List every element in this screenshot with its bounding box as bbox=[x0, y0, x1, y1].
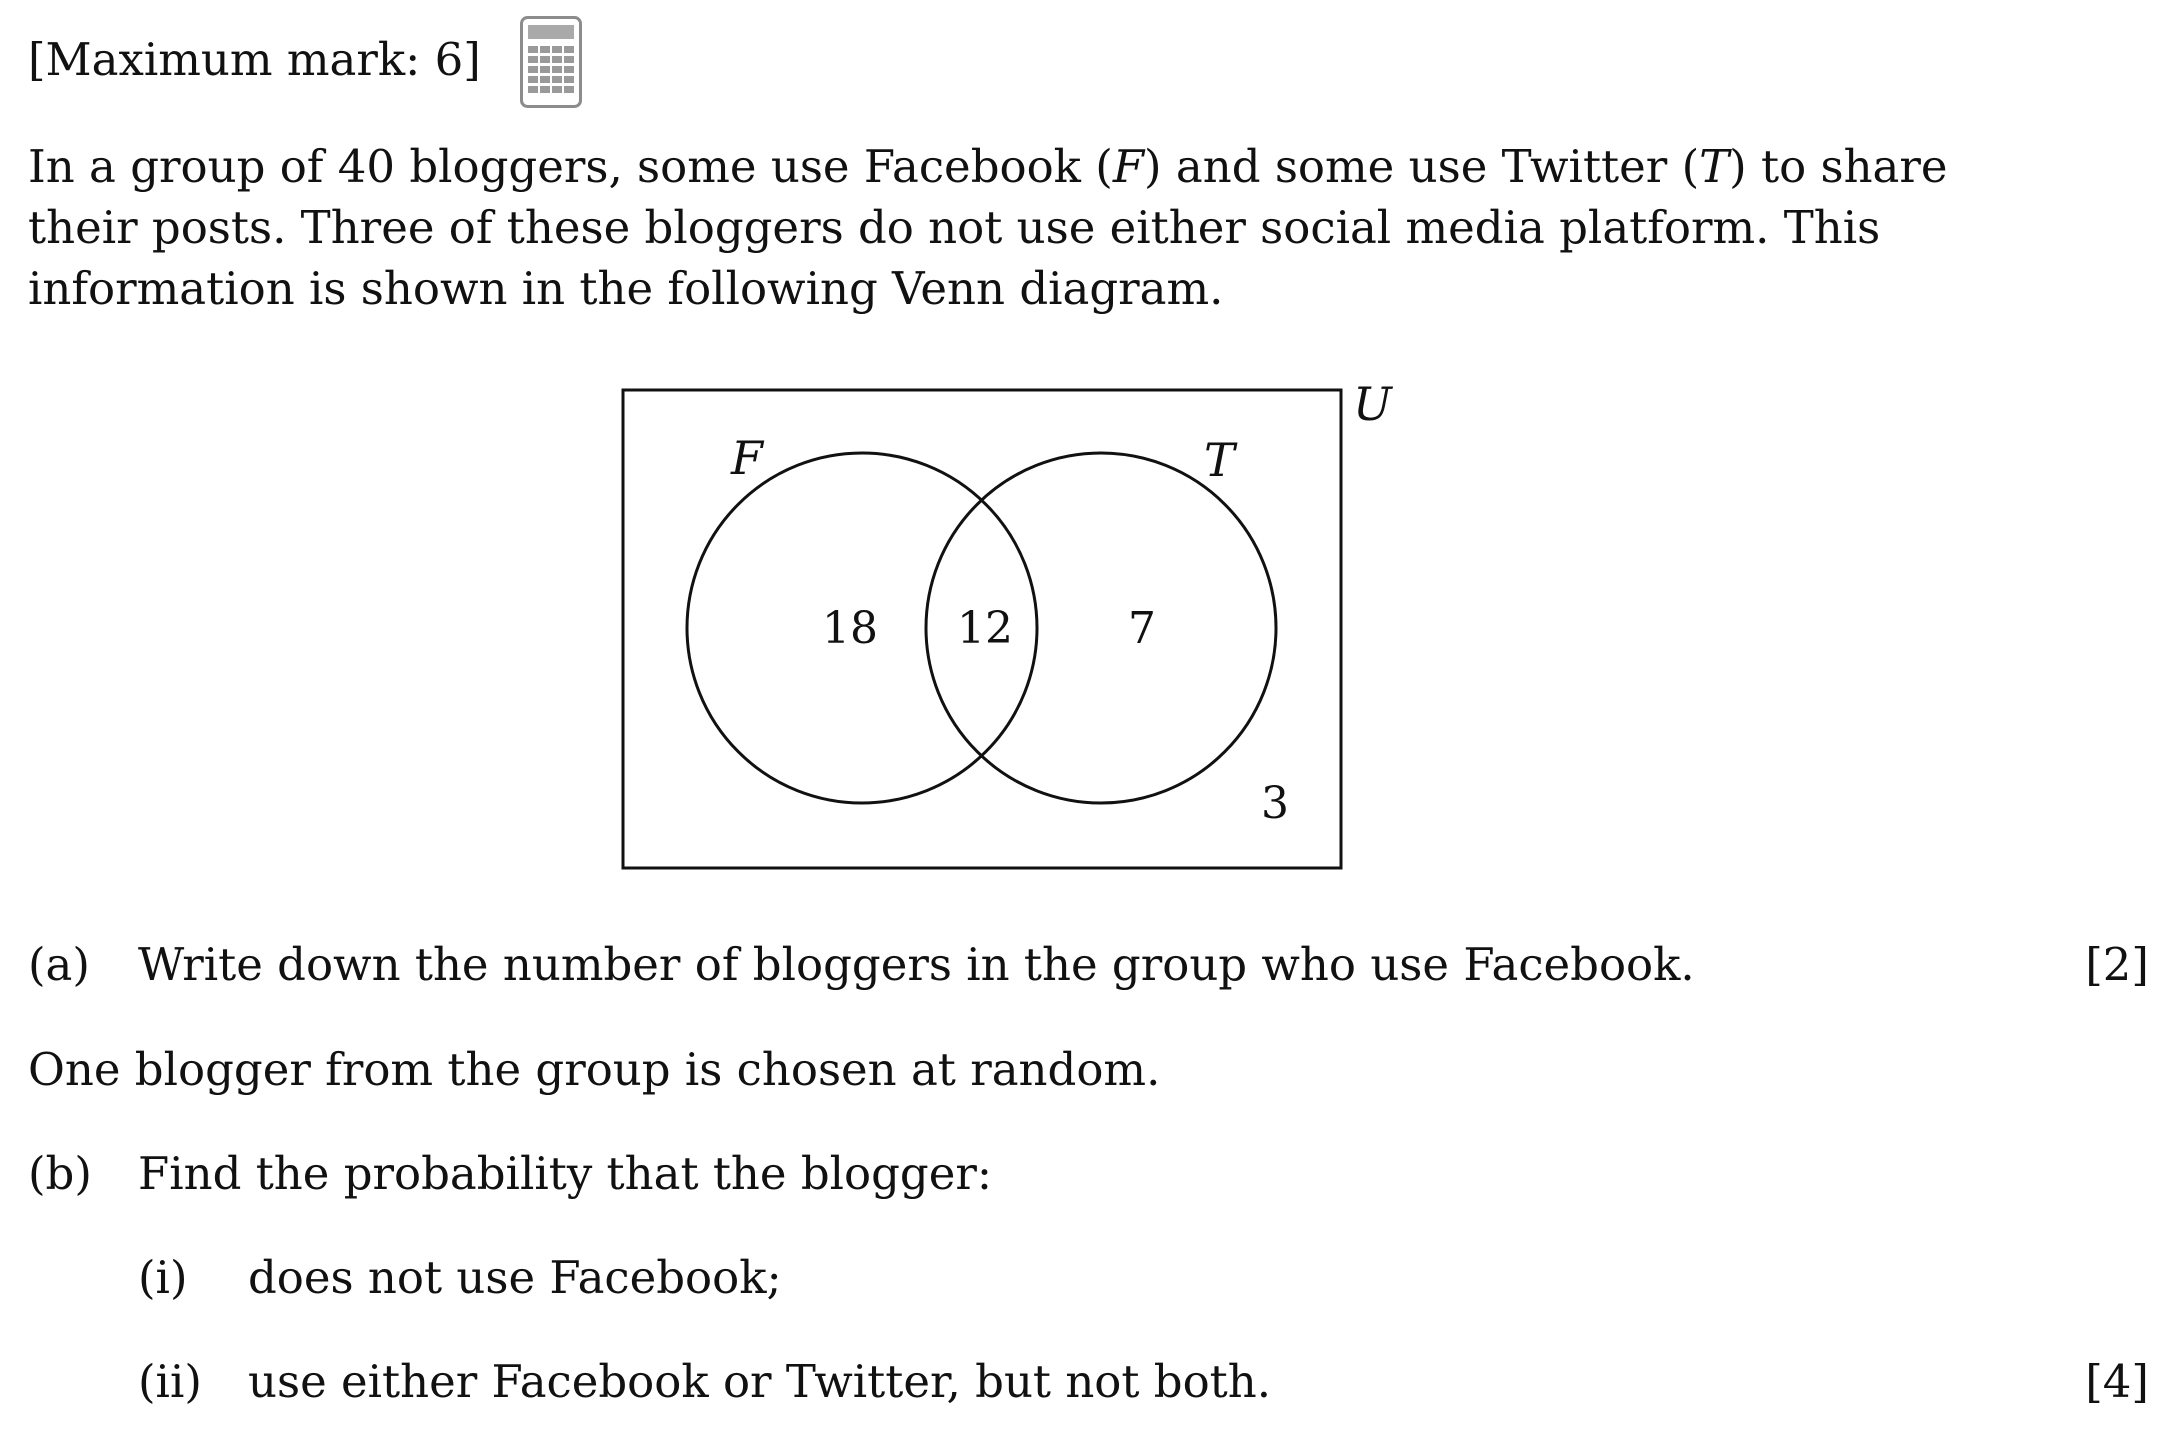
part-a-label: (a) bbox=[28, 938, 90, 991]
neither-count: 3 bbox=[1261, 778, 1289, 829]
only-f-count: 18 bbox=[822, 603, 878, 654]
both-count: 12 bbox=[957, 603, 1013, 654]
random-choice-statement: One blogger from the group is chosen at random. bbox=[28, 1043, 1161, 1096]
calculator-icon bbox=[520, 16, 582, 108]
intro-text-3: ) to share their posts. Three of these bloggers do not use either social media platform. This information is shown in the following Venn diagram. bbox=[28, 140, 1948, 315]
only-t-count: 7 bbox=[1128, 603, 1156, 654]
set-t-label: T bbox=[1204, 433, 1235, 487]
intro-text-2: ) and some use Twitter ( bbox=[1144, 140, 1700, 193]
part-b-question: Find the probability that the blogger: bbox=[138, 1147, 993, 1200]
part-b-ii-label: (ii) bbox=[138, 1355, 202, 1408]
part-b-i-question: does not use Facebook; bbox=[248, 1251, 782, 1304]
maximum-mark: [Maximum mark: 6] bbox=[28, 33, 481, 86]
venn-diagram bbox=[600, 370, 1392, 890]
part-b-i-label: (i) bbox=[138, 1251, 188, 1304]
intro-var-t: T bbox=[1699, 140, 1730, 193]
universal-set-label: U bbox=[1353, 377, 1392, 431]
part-a-marks: [2] bbox=[2085, 938, 2149, 991]
set-f-label: F bbox=[731, 431, 763, 485]
intro-text-1: In a group of 40 bloggers, some use Facebook ( bbox=[28, 140, 1113, 193]
part-b-label: (b) bbox=[28, 1147, 92, 1200]
part-a-question: Write down the number of bloggers in the group who use Facebook. bbox=[138, 938, 1695, 991]
part-b-ii-question: use either Facebook or Twitter, but not both. bbox=[248, 1355, 1272, 1408]
intro-paragraph bbox=[28, 136, 2038, 319]
intro-var-f: F bbox=[1112, 140, 1145, 193]
part-b-marks: [4] bbox=[2085, 1355, 2149, 1408]
